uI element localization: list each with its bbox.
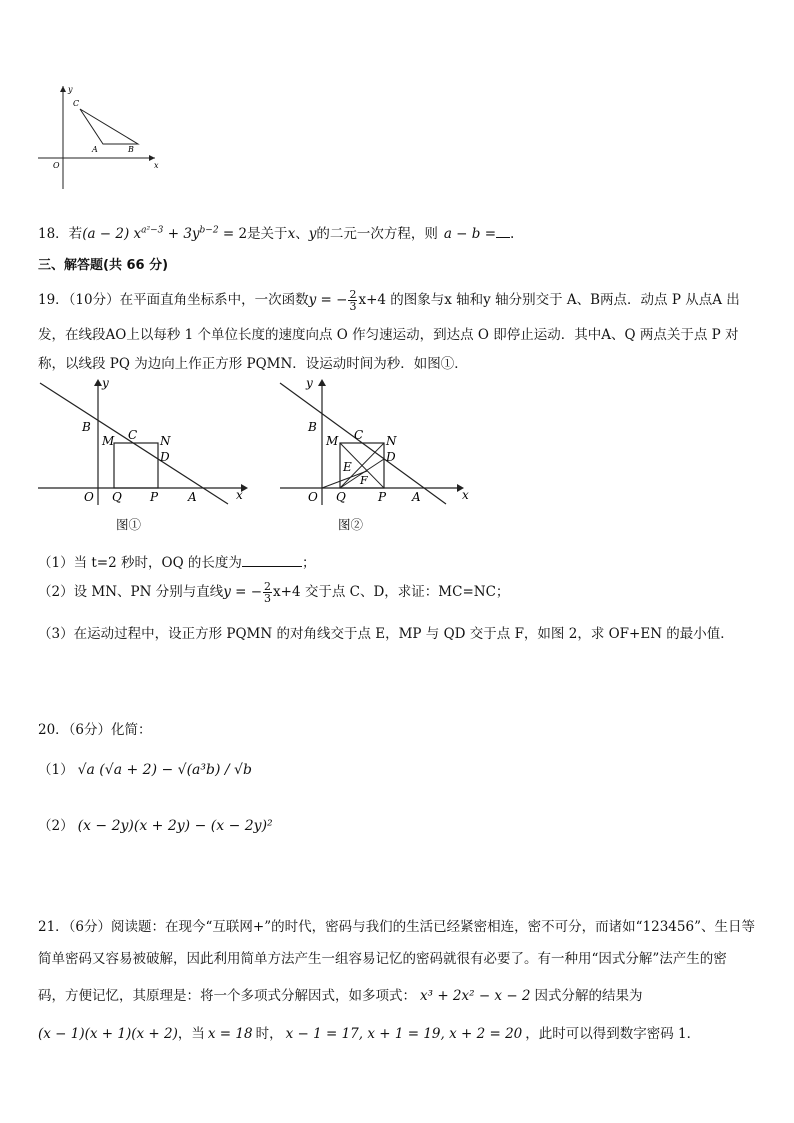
fig1-label-q: Q	[112, 490, 122, 504]
fig2-y-arrow	[318, 379, 326, 386]
fig2-label-y: y	[306, 377, 313, 390]
figure-2	[278, 377, 478, 507]
fig2-label-e: E	[343, 460, 352, 474]
fig2-caption: 图②	[338, 517, 364, 532]
fig2-label-p: P	[378, 490, 387, 504]
q19-p2-frac-den: 3	[264, 592, 272, 605]
q20-head: 20．（6分）化简：	[38, 722, 152, 738]
label-y: y	[68, 85, 73, 94]
q20-p2-label: （2）	[38, 818, 74, 834]
q21-line4-tail: ，此时可以得到数字密码 1．	[525, 1026, 701, 1042]
q21-line2: 简单密码又容易被破解，因此利用简单方法产生一组容易记忆的密码就很有必要了。有一种用“因式分解”法产生的密	[38, 951, 727, 967]
label-b: B	[128, 145, 134, 154]
fig1-caption: 图①	[116, 517, 142, 532]
q19-frac-den: 3	[349, 300, 357, 313]
fig1-label-c: C	[128, 428, 138, 442]
q20-p2-expr: (x − 2y)(x + 2y) − (x − 2y)²	[77, 818, 273, 834]
q19-frac-num: 2	[349, 288, 357, 301]
q20-p1-expr: √a (√a + 2) − √(a³b) / √b	[77, 762, 252, 778]
q21-factored: (x − 1)(x + 1)(x + 2)	[38, 1026, 178, 1042]
q18-tail: 的二元一次方程，则	[316, 226, 438, 242]
q19-part1	[38, 551, 315, 571]
q20-part2	[38, 814, 273, 834]
q18-exp1: a²−3	[141, 225, 164, 236]
fig1-label-d: D	[160, 450, 170, 464]
q21-line3-text: 码，方便记忆，其原理是：将一个多项式分解因式，如多项式：	[38, 988, 416, 1004]
fig2-label-f: F	[360, 474, 368, 487]
q21-line3-tail: 因式分解的结果为	[534, 988, 643, 1004]
q19-p2-text: （2）设 MN、PN 分别与直线	[38, 584, 224, 600]
question-18: 18．若(a − 2) $x^{a^2-3} + 3y^{b-2} = 2$是关于x、y的二元一次方程，则 a − b = .	[38, 225, 515, 242]
q21-factor-values: x − 1 = 17, x + 1 = 19, x + 2 = 20	[285, 1026, 523, 1042]
q19-p1-blank	[242, 554, 302, 567]
fig1-label-p: P	[150, 490, 159, 504]
fig1-label-a: A	[188, 490, 197, 504]
q21-time: 时，	[255, 1026, 283, 1042]
fig1-label-y: y	[102, 377, 109, 390]
q19-part3: （3）在运动过程中，设正方形 PQMN 的对角线交于点 E，MP 与 QD 交于点 F，如图 2，求 OF+EN 的最小值．	[38, 626, 734, 642]
q18-var-x: x	[287, 226, 296, 242]
q20-p1-label: （1）	[38, 762, 74, 778]
figure-1	[36, 377, 256, 507]
q19-p2-tail: x+4 交于点 C、D，求证：MC=NC；	[273, 584, 510, 600]
fig2-label-b: B	[308, 420, 317, 434]
top-triangle-figure	[30, 82, 170, 192]
q18-exp2: b−2	[199, 225, 219, 236]
q21-line1: 21．（6分）阅读题：在现今“互联网+”的时代，密码与我们的生活已经紧密相连，密不可分，而诸如“123456”、生日等	[38, 919, 755, 935]
q18-answer-blank	[496, 227, 510, 238]
fig1-square-pqmn	[114, 443, 158, 488]
q19-line2: 发，在线段AO上以每秒 1 个单位长度的速度向点 O 作匀速运动，到达点 O 即停止运动．其中A、Q 两点关于点 P 对	[38, 327, 739, 343]
fig2-label-c: C	[354, 428, 364, 442]
label-c: C	[73, 99, 80, 108]
q19-line1: 19．（10分）在平面直角坐标系中，一次函数y = − $\frac{2}{3}$ x+4 的图象与x 轴和y 轴分别交于 A、B两点．动点 P 从点A 出	[38, 288, 740, 313]
fig2-label-n: N	[386, 434, 397, 448]
q19-p1-end: ；	[301, 555, 316, 571]
q18-mid: 是关于	[247, 226, 288, 242]
q20-part1	[38, 758, 252, 778]
label-o: O	[53, 161, 60, 170]
fig2-label-o: O	[308, 490, 318, 504]
q21-line4	[38, 1022, 700, 1042]
fig1-y-arrow	[94, 379, 102, 386]
q21-polynomial: x³ + 2x² − x − 2	[420, 988, 531, 1004]
label-a: A	[92, 145, 98, 154]
fig2-label-q: Q	[336, 490, 346, 504]
q19-p2-frac-num: 2	[264, 580, 272, 593]
fig2-label-d: D	[386, 450, 396, 464]
label-x: x	[154, 161, 159, 170]
q19-line3: 称，以线段 PQ 为边向上作正方形 PQMN．设运动时间为秒．如图①．	[38, 356, 468, 372]
triangle-abc	[80, 109, 138, 144]
q18-var-y: y	[308, 226, 317, 242]
q21-x-value: x = 18	[207, 1026, 253, 1042]
fig1-label-o: O	[84, 490, 94, 504]
fig1-label-x: x	[236, 488, 243, 502]
q19-p2-fraction	[263, 581, 272, 604]
y-axis-arrow	[60, 86, 66, 92]
q21-when: ，当	[177, 1026, 205, 1042]
q18-ask: a − b =	[443, 226, 497, 242]
q21-line3	[38, 984, 643, 1004]
q18-prefix: 18．若	[38, 226, 83, 242]
fig2-label-a: A	[412, 490, 421, 504]
q19-fraction	[348, 289, 357, 312]
q18-end: .	[510, 226, 515, 242]
fig1-label-m: M	[102, 434, 115, 448]
fig2-label-m: M	[326, 434, 339, 448]
q19-head: 19．（10分）在平面直角坐标系中，一次函数	[38, 292, 309, 308]
fig1-label-b: B	[82, 420, 91, 434]
q19-part2: （2）设 MN、PN 分别与直线y = − $\frac{2}{3}$ x+4 交于点 C、D，求证：MC=NC；	[38, 580, 510, 605]
q18-sep: 、	[295, 226, 309, 242]
section-3-heading: 三、解答题(共 66 分)	[38, 258, 169, 273]
q19-after-frac: x+4 的图象与x 轴和y 轴分别交于 A、B两点．动点 P 从点A 出	[358, 292, 740, 308]
fig1-label-n: N	[160, 434, 171, 448]
fig2-label-x: x	[462, 488, 469, 502]
q19-p1-text: （1）当 t=2 秒时，OQ 的长度为	[38, 555, 242, 571]
